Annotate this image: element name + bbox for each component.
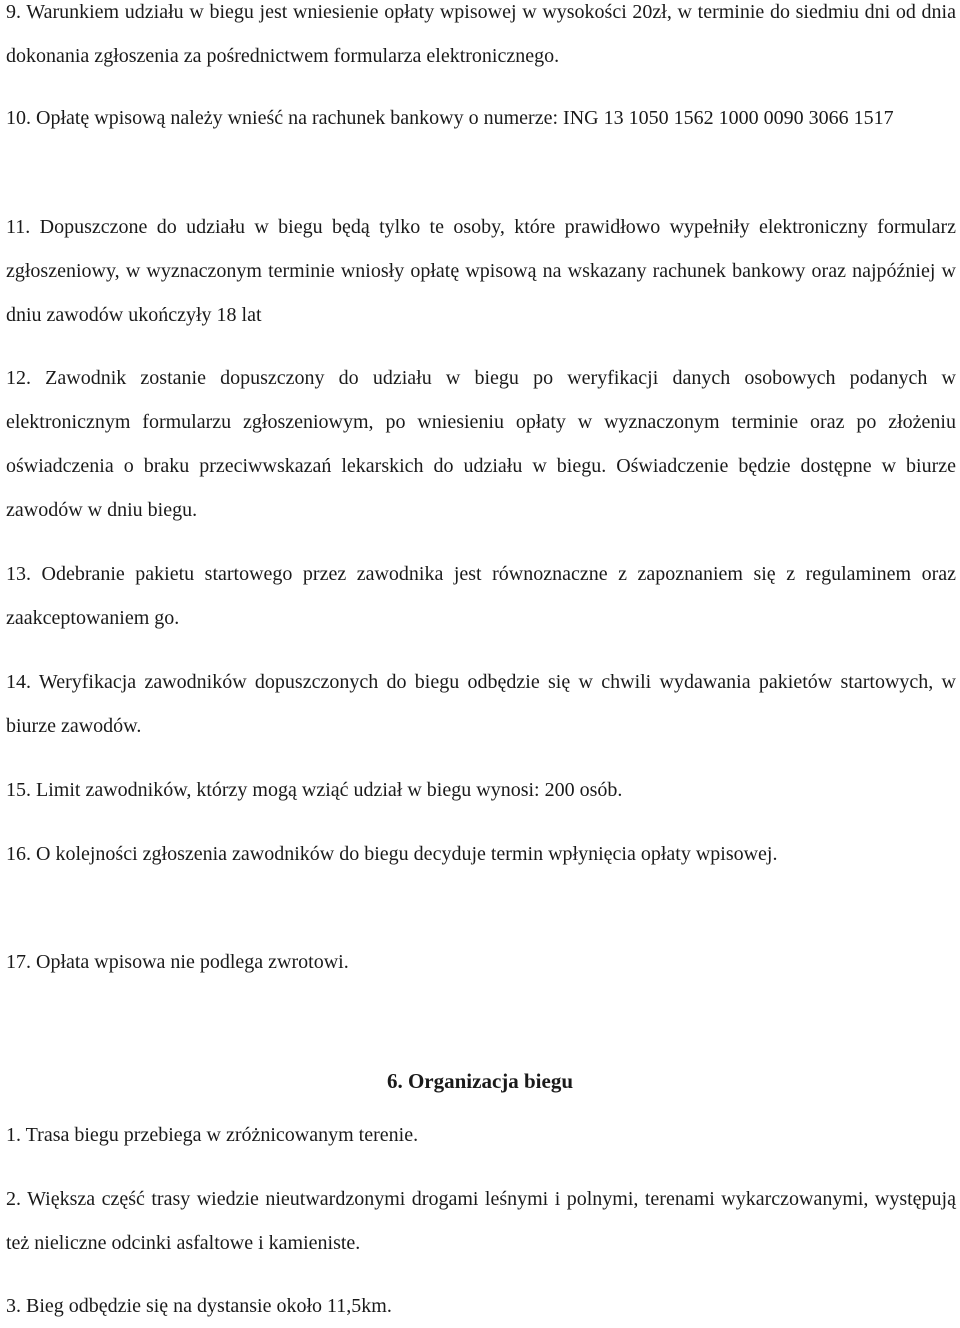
org-paragraph-3: 3. Bieg odbędzie się na dystansie około 11,5km. [6, 1295, 392, 1317]
paragraph-12: 12. Zawodnik zostanie dopuszczony do udziału w biegu po weryfikacji danych osobowych podanych w elektronicznym formularzu zgłoszeniowym, po wniesieniu opłaty w wyznaczonym terminie oraz po złożeniu oświadczenia o braku przeciwwskazań lekarskich do udziału w biegu. Oświadczenie będzie dostępne w biurze zawodów w dniu biegu. [6, 367, 956, 521]
org-paragraph-1: 1. Trasa biegu przebiega w zróżnicowanym terenie. [6, 1124, 419, 1146]
paragraph-14: 14. Weryfikacja zawodników dopuszczonych do biegu odbędzie się w chwili wydawania pakietów startowych, w biurze zawodów. [6, 671, 956, 737]
paragraph-16: 16. O kolejności zgłoszenia zawodników do biegu decyduje termin wpłynięcia opłaty wpisowej. [6, 843, 778, 865]
section-heading: 6. Organizacja biegu [386, 1069, 574, 1093]
paragraph-11: 11. Dopuszczone do udziału w biegu będą tylko te osoby, które prawidłowo wypełniły elektroniczny formularz zgłoszeniowy, w wyznaczonym terminie wniosły opłatę wpisową na wskazany rachunek bankowy oraz najpóźniej w dniu zawodów ukończyły 18 lat [6, 216, 956, 326]
paragraph-15: 15. Limit zawodników, którzy mogą wziąć udział w biegu wynosi: 200 osób. [6, 779, 623, 801]
paragraph-13: 13. Odebranie pakietu startowego przez zawodnika jest równoznaczne z zapoznaniem się z regulaminem oraz zaakceptowaniem go. [6, 563, 956, 629]
paragraph-9: 9. Warunkiem udziału w biegu jest wniesienie opłaty wpisowej w wysokości 20zł, w terminie do siedmiu dni od dnia dokonania zgłoszenia za pośrednictwem formularza elektronicznego. [6, 1, 956, 67]
org-paragraph-2: 2. Większa część trasy wiedzie nieutwardzonymi drogami leśnymi i polnymi, terenami wykarczowanymi, występują też nieliczne odcinki asfaltowe i kamieniste. [6, 1188, 956, 1254]
paragraph-10: 10. Opłatę wpisową należy wnieść na rachunek bankowy o numerze: ING 13 1050 1562 1000 0090 3066 1517 [6, 107, 894, 129]
paragraph-17: 17. Opłata wpisowa nie podlega zwrotowi. [6, 951, 349, 973]
